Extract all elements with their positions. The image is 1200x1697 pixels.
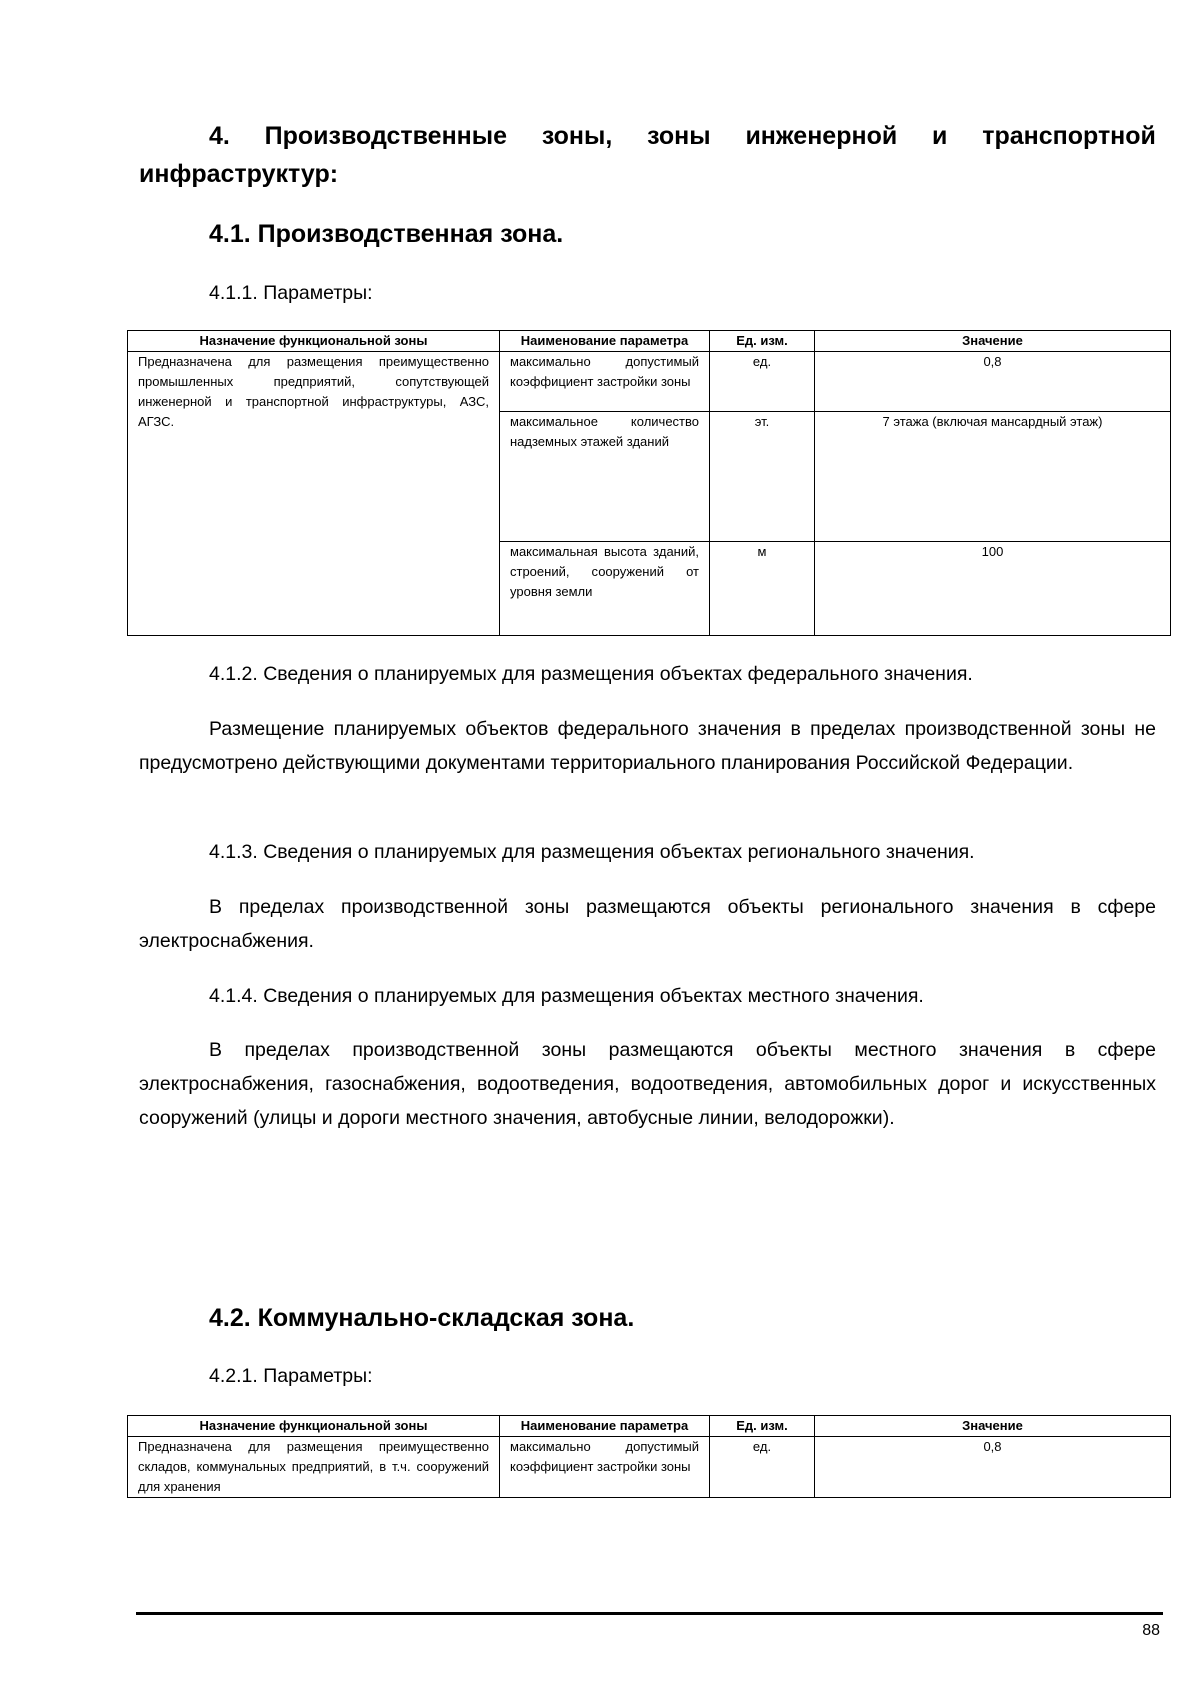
value-cell: 100: [815, 542, 1171, 636]
params-table-4-2: [127, 1415, 1171, 1498]
table-row: [128, 352, 1171, 412]
zone-purpose-cell: Предназначена для размещения преимущественно промышленных предприятий, сопутствующей инженерной и транспортной инфраструктуры, АЗС, АГЗС.: [128, 352, 500, 636]
unit-cell: эт.: [710, 412, 815, 542]
page-number: 88: [1142, 1622, 1160, 1639]
param-cell: максимально допустимый коэффициент застройки зоны: [500, 1437, 710, 1498]
section-4-1-4-text: В пределах производственной зоны размещаются объекты местного значения в сфере электроснабжения, газоснабжения, водоотведения, водоотведения, автомобильных дорог и искусственных сооружений (улицы и дороги местного значения, автобусные линии, велодорожки).: [139, 1039, 1156, 1129]
col-header-unit: Ед. изм.: [710, 331, 815, 352]
table-row: [128, 1437, 1171, 1498]
section-4-1-3-text: В пределах производственной зоны размещаются объекты регионального значения в сфере электроснабжения.: [139, 896, 1156, 952]
param-cell: максимальная высота зданий, строений, сооружений от уровня земли: [500, 542, 710, 636]
value-cell: 0,8: [815, 352, 1171, 412]
section-4-2-title: 4.2. Коммунально-складская зона.: [209, 1304, 635, 1332]
unit-cell: ед.: [710, 1437, 815, 1498]
section-4-1-title: 4.1. Производственная зона.: [209, 220, 564, 248]
heading-word: зоны,: [541, 122, 613, 150]
col-header-zone: Назначение функциональной зоны: [128, 1416, 500, 1437]
col-header-value: Значение: [815, 1416, 1171, 1437]
heading-word: зоны: [647, 122, 711, 150]
heading-word: и: [932, 122, 948, 150]
heading-word: транспортной: [982, 122, 1156, 150]
params-table-4-1: [127, 330, 1171, 636]
unit-cell: ед.: [710, 352, 815, 412]
section-4-1-4-title: 4.1.4. Сведения о планируемых для размещения объектах местного значения.: [209, 985, 924, 1007]
section-4-1-2-text: Размещение планируемых объектов федерального значения в пределах производственной зоны не предусмотрено действующими документами территориального планирования Российской Федерации.: [139, 718, 1156, 774]
col-header-unit: Ед. изм.: [710, 1416, 815, 1437]
heading-word: 4.: [209, 122, 230, 150]
col-header-value: Значение: [815, 331, 1171, 352]
section-4-1-2-title: 4.1.2. Сведения о планируемых для размещения объектах федерального значения.: [209, 663, 973, 685]
footer-rule: [136, 1612, 1163, 1615]
param-cell: максимальное количество надземных этажей зданий: [500, 412, 710, 542]
section-4-heading-line1: [139, 117, 1156, 155]
col-header-param: Наименование параметра: [500, 1416, 710, 1437]
section-4-1-1-params-title: 4.1.1. Параметры:: [209, 282, 373, 304]
table-header-row: [128, 1416, 1171, 1437]
col-header-param: Наименование параметра: [500, 331, 710, 352]
value-cell: 0,8: [815, 1437, 1171, 1498]
section-4-1-3-title: 4.1.3. Сведения о планируемых для размещения объектах регионального значения.: [209, 841, 975, 863]
section-4-heading: [139, 117, 1156, 193]
heading-word: Производственные: [264, 122, 508, 150]
param-cell: максимально допустимый коэффициент застройки зоны: [500, 352, 710, 412]
zone-purpose-cell: Предназначена для размещения преимущественно складов, коммунальных предприятий, в т.ч. сооружений для хранения: [128, 1437, 500, 1498]
value-cell: 7 этажа (включая мансардный этаж): [815, 412, 1171, 542]
heading-word: инженерной: [745, 122, 898, 150]
unit-cell: м: [710, 542, 815, 636]
col-header-zone: Назначение функциональной зоны: [128, 331, 500, 352]
section-4-2-1-params-title: 4.2.1. Параметры:: [209, 1365, 373, 1387]
section-4-heading-line2: инфраструктур:: [139, 160, 339, 188]
table-header-row: [128, 331, 1171, 352]
